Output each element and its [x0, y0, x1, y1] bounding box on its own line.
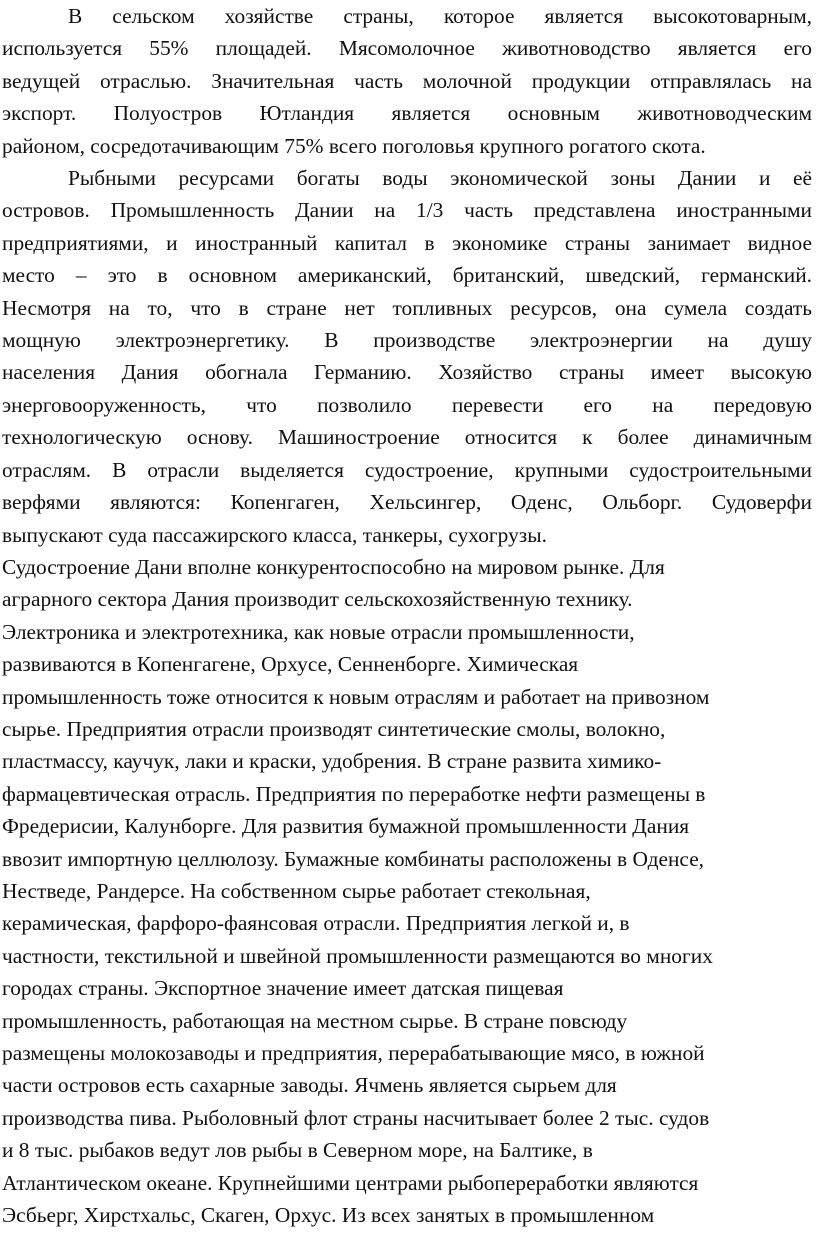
paragraph-2 — [2, 162, 812, 551]
text-line: населения Дания обогнала Германию. Хозяйство страны имеет высокую — [2, 360, 812, 385]
text-line: место – это в основном американский, британский, шведский, германский. — [2, 263, 812, 288]
text-line: керамическая, фарфоро-фаянсовая отрасли. Предприятия легкой и, в — [2, 911, 630, 936]
text-line: аграрного сектора Дания производит сельскохозяйственную технику. — [2, 587, 633, 612]
text-line: используется 55% площадей. Мясомолочное животноводство является его — [2, 36, 812, 61]
text-line: Фредерисии, Калунборге. Для развития бумажной промышленности Дания — [2, 814, 690, 839]
text-line: производства пива. Рыболовный флот страны насчитывает более 2 тыс. судов — [2, 1105, 710, 1130]
text-line: фармацевтическая отрасль. Предприятия по переработке нефти размещены в — [2, 781, 706, 806]
paragraph-1 — [2, 0, 812, 162]
text-line: ввозит импортную целлюлозу. Бумажные комбинаты расположены в Оденсе, — [2, 846, 705, 871]
text-line: и 8 тыс. рыбаков ведут лов рыбы в Северном море, на Балтике, в — [2, 1138, 593, 1163]
text-line: промышленность тоже относится к новым отраслям и работает на привозном — [2, 684, 710, 709]
text-line: сырье. Предприятия отрасли производят синтетические смолы, волокно, — [2, 716, 666, 741]
text-line: пластмассу, каучук, лаки и краски, удобрения. В стране развита химико- — [2, 749, 662, 774]
text-line: Судостроение Дани вполне конкурентоспособно на мировом рынке. Для — [2, 554, 665, 579]
text-line: выпускают суда пассажирского класса, танкеры, сухогрузы. — [2, 522, 547, 547]
text-line: ведущей отраслью. Значительная часть молочной продукции отправлялась на — [2, 68, 812, 93]
text-line: районом, сосредотачивающим 75% всего поголовья крупного рогатого скота. — [2, 133, 706, 158]
text-line: технологическую основу. Машиностроение относится к более динамичным — [2, 425, 812, 450]
text-line: промышленность, работающая на местном сырье. В стране повсюду — [2, 1008, 628, 1033]
text-line: частности, текстильной и швейной промышленности размещаются во многих — [2, 943, 713, 968]
text-line: части островов есть сахарные заводы. Ячмень является сырьем для — [2, 1073, 617, 1098]
paragraph-3 — [2, 551, 812, 1232]
text-line: Электроника и электротехника, как новые отрасли промышленности, — [2, 619, 635, 644]
text-line: Эсбьерг, Хирстхальс, Скаген, Орхус. Из всех занятых в промышленном — [2, 1203, 655, 1228]
text-line: энерговооруженность, что позволило перевести его на передовую — [2, 392, 812, 417]
text-line: отраслям. В отрасли выделяется судостроение, крупными судостроительными — [2, 457, 812, 482]
text-line: мощную электроэнергетику. В производстве электроэнергии на душу — [2, 328, 812, 353]
text-line: Рыбными ресурсами богаты воды экономической зоны Дании и её — [68, 166, 812, 191]
text-line: экспорт. Полуостров Ютландия является основным животноводческим — [2, 101, 812, 126]
text-line: размещены молокозаводы и предприятия, перерабатывающие мясо, в южной — [2, 1041, 705, 1065]
text-line: Атлантическом океане. Крупнейшими центрами рыбопереработки являются — [2, 1170, 699, 1195]
text-line: В сельском хозяйстве страны, которое является высокотоварным, — [68, 4, 812, 28]
text-line: Нестведе, Рандерсе. На собственном сырье работает стекольная, — [2, 878, 591, 903]
document-body — [2, 0, 812, 1231]
text-line: Несмотря на то, что в стране нет топливных ресурсов, она сумела создать — [2, 295, 812, 320]
text-line: верфями являются: Копенгаген, Хельсингер, Оденс, Ольборг. Судоверфи — [2, 490, 812, 515]
text-line: предприятиями, и иностранный капитал в экономике страны занимает видное — [2, 230, 812, 255]
text-line: развиваются в Копенгагене, Орхусе, Сенненборге. Химическая — [2, 652, 579, 677]
text-line: островов. Промышленность Дании на 1/3 часть представлена иностранными — [2, 198, 812, 223]
text-line: городах страны. Экспортное значение имеет датская пищевая — [2, 976, 564, 1001]
